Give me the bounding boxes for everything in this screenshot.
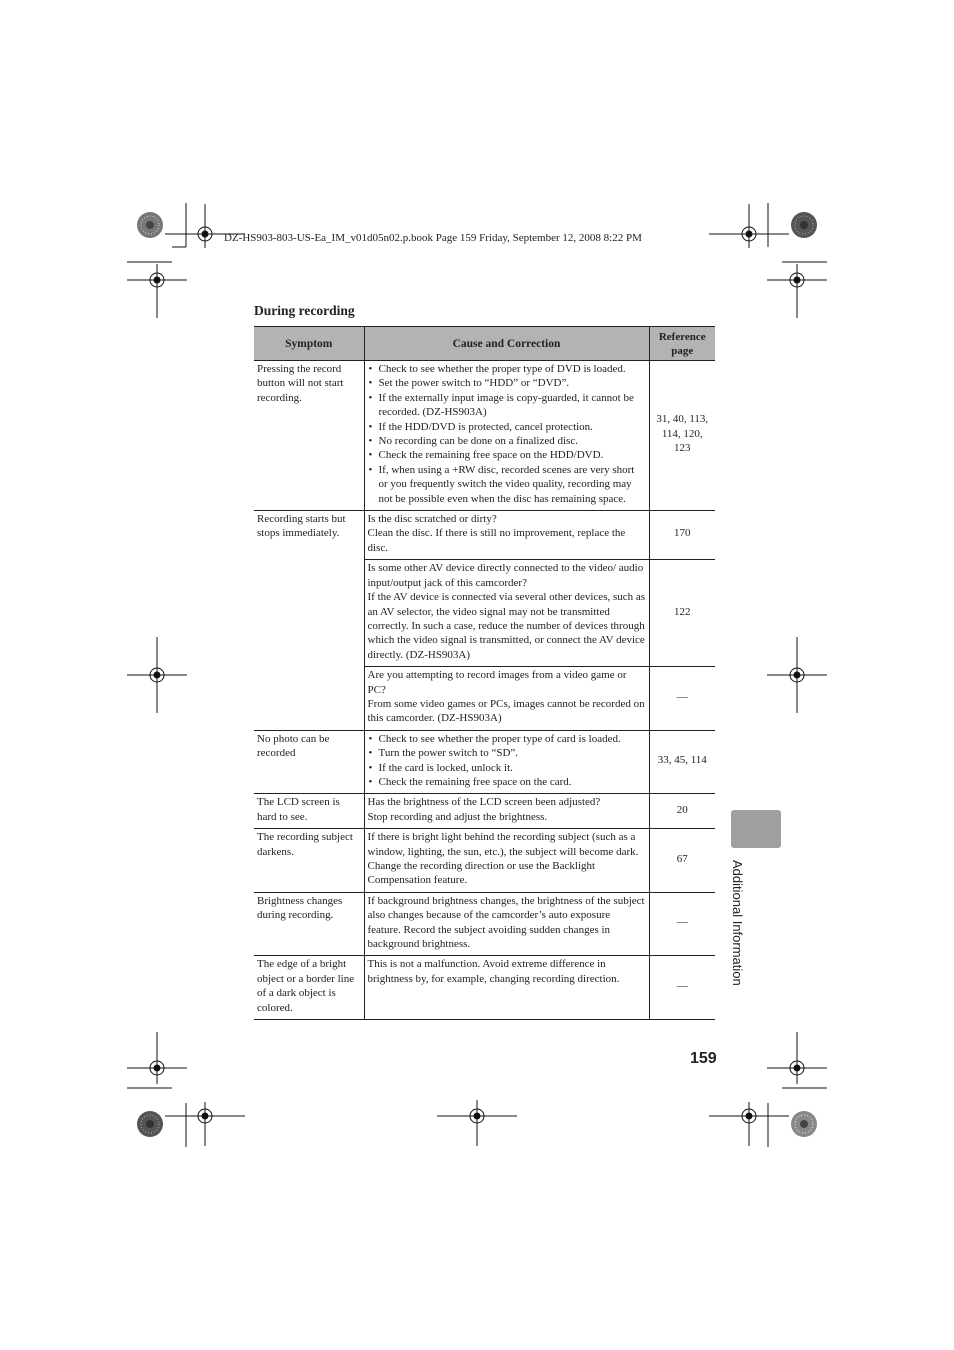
table-row bbox=[254, 829, 715, 893]
section-title: During recording bbox=[254, 303, 355, 318]
section-tab-marker bbox=[731, 810, 781, 848]
cause-cell: Is the disc scratched or dirty? Clean the disc. If there is still no improvement, replace the disc. bbox=[364, 511, 649, 560]
list-item: • Turn the power switch to “SD”. bbox=[368, 746, 646, 760]
symptom-cell: Recording starts but stops immediately. bbox=[254, 511, 364, 731]
troubleshooting-table bbox=[254, 326, 715, 1020]
cause-cell: Are you attempting to record images from a video game or PC? From some video games or PCs, images cannot be recorded on this camcorder. (DZ-HS903A) bbox=[364, 667, 649, 731]
list-item: • Check to see whether the proper type of card is loaded. bbox=[368, 732, 646, 746]
cause-cell bbox=[364, 361, 649, 511]
reference-cell: — bbox=[649, 892, 715, 956]
list-item: • No recording can be done on a finalized disc. bbox=[368, 434, 646, 448]
list-item: • Check to see whether the proper type of DVD is loaded. bbox=[368, 362, 646, 376]
reference-cell: 67 bbox=[649, 829, 715, 893]
cause-cell bbox=[364, 730, 649, 794]
ref-header-line2: page bbox=[671, 344, 694, 357]
file-header-line: DZ-HS903-803-US-Ea_IM_v01d05n02.p.book Page 159 Friday, September 12, 2008 8:22 PM bbox=[224, 232, 642, 244]
symptom-cell: The LCD screen is hard to see. bbox=[254, 794, 364, 829]
cause-cell: Is some other AV device directly connected to the video/ audio input/output jack of this camcorder? If the AV device is connected via several other devices, such as an AV selector, the video signal may not be transmitted correctly. In such a case, reduce the number of devices through which the video signal is transmitted, or connect the AV device directly. (DZ-HS903A) bbox=[364, 560, 649, 667]
reference-cell: 20 bbox=[649, 794, 715, 829]
column-header-cause: Cause and Correction bbox=[364, 327, 649, 361]
table-row bbox=[254, 730, 715, 794]
ref-header-line1: Reference bbox=[658, 330, 706, 343]
list-item: • If the externally input image is copy-guarded, it cannot be recorded. (DZ-HS903A) bbox=[368, 391, 646, 420]
table-header-row bbox=[254, 327, 715, 361]
symptom-cell: The edge of a bright object or a border line of a dark object is colored. bbox=[254, 956, 364, 1020]
list-item: • Check the remaining free space on the HDD/DVD. bbox=[368, 448, 646, 462]
table-row bbox=[254, 794, 715, 829]
page-number: 159 bbox=[690, 1050, 717, 1067]
reference-cell: 31, 40, 113, 114, 120, 123 bbox=[649, 361, 715, 511]
list-item: • If the HDD/DVD is protected, cancel protection. bbox=[368, 420, 646, 434]
column-header-symptom: Symptom bbox=[254, 327, 364, 361]
list-item: • If, when using a +RW disc, recorded scenes are very short or you frequently switch the video quality, recording may not be possible even when the disc has remaining space. bbox=[368, 463, 646, 506]
reference-cell: — bbox=[649, 956, 715, 1020]
cause-bullet-list bbox=[368, 732, 646, 790]
cause-cell: Has the brightness of the LCD screen been adjusted? Stop recording and adjust the brightness. bbox=[364, 794, 649, 829]
list-item: • If the card is locked, unlock it. bbox=[368, 761, 646, 775]
cause-bullet-list bbox=[368, 362, 646, 506]
table-row bbox=[254, 511, 715, 560]
reference-cell: 33, 45, 114 bbox=[649, 730, 715, 794]
reference-cell: 170 bbox=[649, 511, 715, 560]
symptom-cell: Brightness changes during recording. bbox=[254, 892, 364, 956]
reference-cell: — bbox=[649, 667, 715, 731]
section-tab-label: Additional Information bbox=[730, 860, 745, 986]
table-row bbox=[254, 956, 715, 1020]
reference-cell: 122 bbox=[649, 560, 715, 667]
cause-cell: This is not a malfunction. Avoid extreme difference in brightness by, for example, changing recording direction. bbox=[364, 956, 649, 1020]
cause-cell: If background brightness changes, the brightness of the subject also changes because of the camcorder’s auto exposure feature. Record the subject avoiding sudden changes in background brightness. bbox=[364, 892, 649, 956]
table-row bbox=[254, 361, 715, 511]
list-item: • Set the power switch to “HDD” or “DVD”. bbox=[368, 376, 646, 390]
symptom-cell: Pressing the record button will not start recording. bbox=[254, 361, 364, 511]
symptom-cell: No photo can be recorded bbox=[254, 730, 364, 794]
table-row bbox=[254, 892, 715, 956]
list-item: • Check the remaining free space on the card. bbox=[368, 775, 646, 789]
cause-cell: If there is bright light behind the recording subject (such as a window, lighting, the sun, etc.), the subject will become dark. Change the recording direction or use the Backlight Compensation feature. bbox=[364, 829, 649, 893]
column-header-reference bbox=[649, 327, 715, 361]
symptom-cell: The recording subject darkens. bbox=[254, 829, 364, 893]
